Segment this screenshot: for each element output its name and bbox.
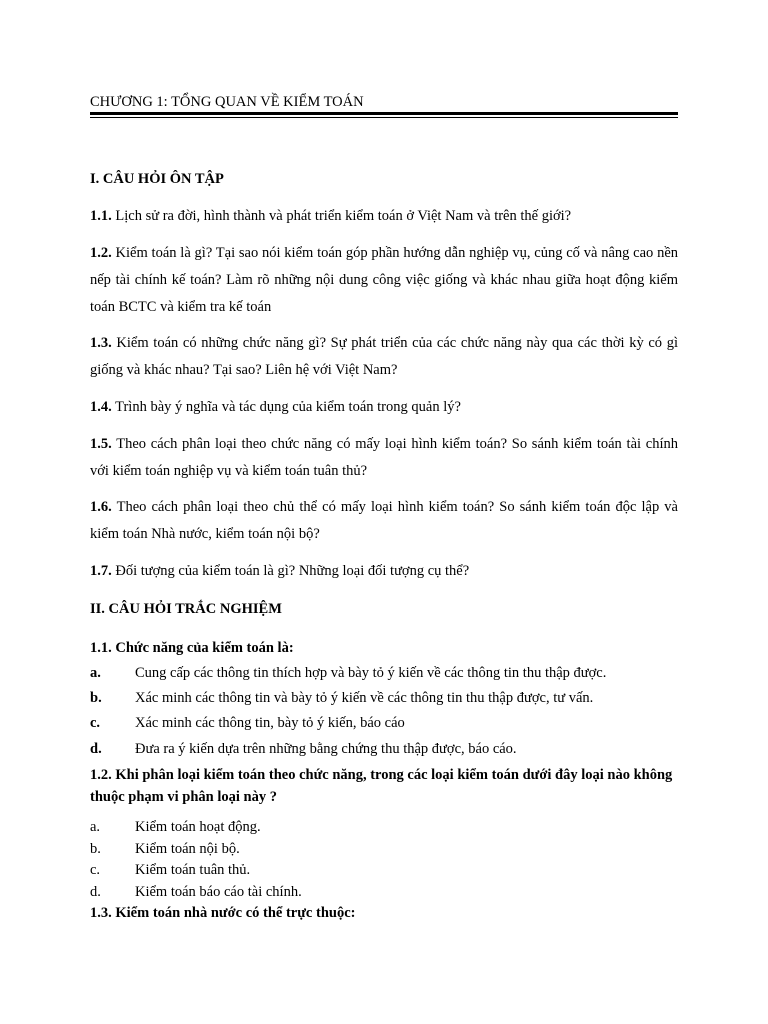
option-letter: a. <box>90 665 101 681</box>
option-letter: b. <box>90 690 102 706</box>
option-text: Đưa ra ý kiến dựa trên những bằng chứng thu thập được, báo cáo. <box>135 741 517 757</box>
option-letter: c. <box>90 862 101 878</box>
question-text: Đối tượng của kiểm toán là gì? Những loại đối tượng cụ thể? <box>115 563 470 579</box>
mcq-question-title: 1.3. Kiểm toán nhà nước có thể trực thuộc: <box>90 905 356 921</box>
review-question <box>90 431 678 485</box>
mcq-option <box>90 739 678 759</box>
option-text: Xác minh các thông tin và bày tỏ ý kiến về các thông tin thu thập được, tư vấn. <box>135 690 594 706</box>
review-question <box>90 394 678 421</box>
mcq-option <box>90 839 678 859</box>
option-letter: c. <box>90 715 101 731</box>
mcq-option <box>90 688 678 708</box>
section-heading-multiple-choice: II. CÂU HỎI TRẮC NGHIỆM <box>90 601 282 617</box>
question-text: Kiểm toán có những chức năng gì? Sự phát triển của các chức năng này qua các thời kỳ có gì giống và khác nhau? Tại sao? Liên hệ với Việt Nam? <box>90 335 679 378</box>
review-question <box>90 203 678 230</box>
question-number: 1.7. <box>90 563 112 579</box>
question-number: 1.1. <box>90 208 112 224</box>
question-number: 1.5. <box>90 436 112 452</box>
question-text: Theo cách phân loại theo chức năng có mấy loại hình kiểm toán? So sánh kiểm toán tài chính với kiểm toán nghiệp vụ và kiểm toán tuân thủ? <box>90 436 678 479</box>
section-heading-review: I. CÂU HỎI ÔN TẬP <box>90 171 224 187</box>
option-letter: d. <box>90 741 102 757</box>
option-letter: b. <box>90 841 101 857</box>
mcq-option <box>90 860 678 880</box>
title-rule-thick <box>90 112 678 115</box>
review-question <box>90 558 678 585</box>
review-question <box>90 494 678 548</box>
mcq-question-title: 1.1. Chức năng của kiểm toán là: <box>90 640 294 656</box>
chapter-title: CHƯƠNG 1: TỔNG QUAN VỀ KIỂM TOÁN <box>90 94 364 110</box>
option-text: Xác minh các thông tin, bày tỏ ý kiến, báo cáo <box>135 715 405 731</box>
option-letter: d. <box>90 884 101 900</box>
mcq-option <box>90 882 678 902</box>
option-text: Kiểm toán tuân thủ. <box>135 862 251 878</box>
question-number: 1.3. <box>90 335 112 351</box>
question-text: Kiểm toán là gì? Tại sao nói kiểm toán góp phần hướng dẫn nghiệp vụ, củng cố và nâng cao nền nếp tài chính kế toán? Làm rõ những nội dung công việc giống và khác nhau giữa hoạt động kiểm toán BCTC và kiểm tra kế toán <box>90 245 679 315</box>
option-text: Kiểm toán hoạt động. <box>135 819 261 835</box>
question-number: 1.4. <box>90 399 112 415</box>
option-text: Cung cấp các thông tin thích hợp và bày tỏ ý kiến về các thông tin thu thập được. <box>135 665 607 681</box>
question-text: Trình bày ý nghĩa và tác dụng của kiểm toán trong quản lý? <box>115 399 461 415</box>
question-number: 1.6. <box>90 499 112 515</box>
question-number: 1.2. <box>90 245 112 261</box>
question-text: Lịch sử ra đời, hình thành và phát triển kiểm toán ở Việt Nam và trên thế giới? <box>115 208 572 224</box>
mcq-option <box>90 817 678 837</box>
question-text: Theo cách phân loại theo chủ thể có mấy loại hình kiểm toán? So sánh kiểm toán độc lập và kiểm toán Nhà nước, kiểm toán nội bộ? <box>90 499 678 542</box>
mcq-question-title: 1.2. Khi phân loại kiểm toán theo chức năng, trong các loại kiểm toán dưới đây loại nào không thuộc phạm vi phân loại này ? <box>90 767 673 805</box>
option-letter: a. <box>90 819 101 835</box>
review-question <box>90 330 678 384</box>
review-question <box>90 240 678 321</box>
mcq-option <box>90 713 678 733</box>
option-text: Kiểm toán nội bộ. <box>135 841 240 857</box>
option-text: Kiểm toán báo cáo tài chính. <box>135 884 302 900</box>
title-rule-thin <box>90 117 678 118</box>
mcq-option <box>90 663 678 683</box>
